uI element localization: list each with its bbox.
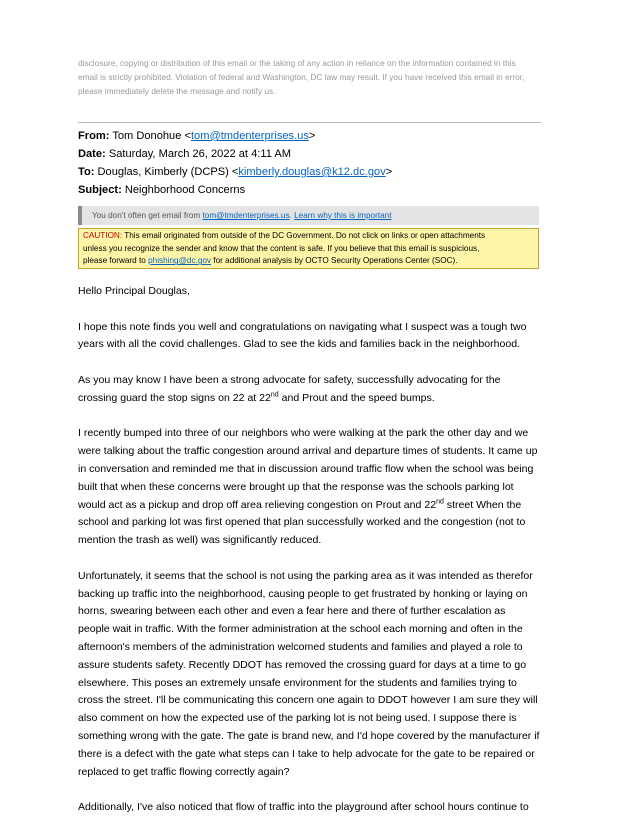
- subject-row: [78, 181, 392, 199]
- paragraph: Unfortunately, it seems that the school is not using the parking area as it was intended as therefor backing up traffic into the neighborhood, causing people to get frustrated by honking or laying on horns, swearing between each other and even a fear here and there of further escalation as people wait in traffic. With the former administration at the school each morning and often in the afternoon's members of the administration welcomed students and families and played a role to assure students safety. Recently DDOT has removed the crossing guard for days at a time to go elsewhere. This poses an extremely unsafe environment for the students and families trying to cross the street. I'll be communicating this concern one again to DDOT however I am sure they will also comment on how the expected use of the parking lot is not being used. I suppose there is something wrong with the gate. The gate is brand new, and I'd hope covered by the manufacturer if there is a defect with the gate what steps can I take to help advocate for the gate to be repaired or replaced to get traffic flowing correctly again?: [78, 569, 540, 778]
- from-row: [78, 127, 392, 145]
- caution-text: please forward to: [83, 256, 149, 266]
- phishing-email-link[interactable]: phishing@dc.gov: [148, 256, 212, 266]
- disclaimer-line: email is strictly prohibited. Violation of federal and Washington, DC law may result. If you have received this email in error,: [78, 72, 525, 82]
- date-label: Date:: [78, 148, 106, 160]
- to-name: Douglas, Kimberly (DCPS) <: [97, 166, 239, 178]
- caution-notice: [78, 228, 539, 269]
- disclaimer-line: disclosure, copying or distribution of this email or the taking of any action in reliance on the information contained in this: [78, 58, 516, 68]
- to-email-link[interactable]: kimberly.douglas@k12.dc.gov: [238, 166, 386, 178]
- paragraph-text: As you may know I have been a strong advocate for safety, successfully advocating for the crossing guard the stop signs on 22 at 22: [78, 373, 501, 404]
- caution-text: This email originated from outside of the DC Government. Do not click on links or open attachments: [122, 231, 486, 240]
- caution-line: unless you recognize the sender and know that the content is safe. If you believe that this email is suspicious,: [83, 243, 480, 253]
- caution-text: for additional analysis by OCTO Security Operations Center (SOC).: [211, 256, 458, 266]
- caution-line: [83, 255, 534, 268]
- paragraph-text: street When the school and parking lot was first opened that plan successfully worked and the congestion (not to mention the trash as well) was significantly reduced.: [78, 498, 526, 547]
- learn-why-link[interactable]: Learn why this is important: [294, 211, 392, 220]
- subject-label: Subject:: [78, 184, 122, 196]
- paragraph: I hope this note finds you well and congratulations on navigating what I suspect was a tough two years with all the covid challenges. Glad to see the kids and families back in the neighborhood.: [78, 320, 527, 351]
- ordinal-suffix: nd: [270, 391, 279, 399]
- paragraph-text: and Prout and the speed bumps.: [278, 391, 435, 404]
- confidentiality-disclaimer: [78, 56, 548, 98]
- caution-label: CAUTION:: [83, 231, 123, 240]
- from-email-link[interactable]: tom@tmdenterprises.us: [190, 130, 309, 142]
- paragraph: [78, 372, 540, 408]
- to-label: To:: [78, 166, 95, 178]
- ordinal-suffix: nd: [436, 498, 444, 506]
- banner-email-link[interactable]: tom@tmdenterprises.us: [202, 211, 290, 220]
- email-header: [78, 127, 392, 199]
- date-value: Saturday, March 26, 2022 at 4:11 AM: [108, 148, 291, 160]
- from-close: >: [308, 130, 316, 142]
- to-close: >: [385, 166, 393, 178]
- paragraph-text: I recently bumped into three of our neighbors who were walking at the park the other day and we were talking about the traffic congestion around arrival and departure times of students. It came up in conversation and reminded me that in discussion around traffic flow when the school was being built that when these concerns were brought up that the response was the schools parking lot would act as a pickup and drop off area relieving congestion on Prout and 22: [78, 427, 538, 511]
- email-body: [78, 283, 540, 835]
- disclaimer-line: please immediately delete the message and notify us.: [78, 86, 276, 96]
- from-label: From:: [78, 130, 110, 142]
- greeting: Hello Principal Douglas,: [78, 285, 190, 297]
- caution-line: [83, 230, 534, 243]
- header-divider: [78, 122, 541, 123]
- banner-text: You don't often get email from: [92, 211, 203, 220]
- external-sender-banner: [78, 206, 539, 225]
- from-name: Tom Donohue <: [112, 130, 191, 142]
- subject-value: Neighborhood Concerns: [124, 184, 246, 196]
- paragraph: Additionally, I've also noticed that flow of traffic into the playground after school hours continue to: [78, 801, 529, 814]
- banner-sep: .: [289, 211, 295, 220]
- to-row: [78, 163, 392, 181]
- paragraph: [78, 425, 540, 550]
- date-row: [78, 145, 392, 163]
